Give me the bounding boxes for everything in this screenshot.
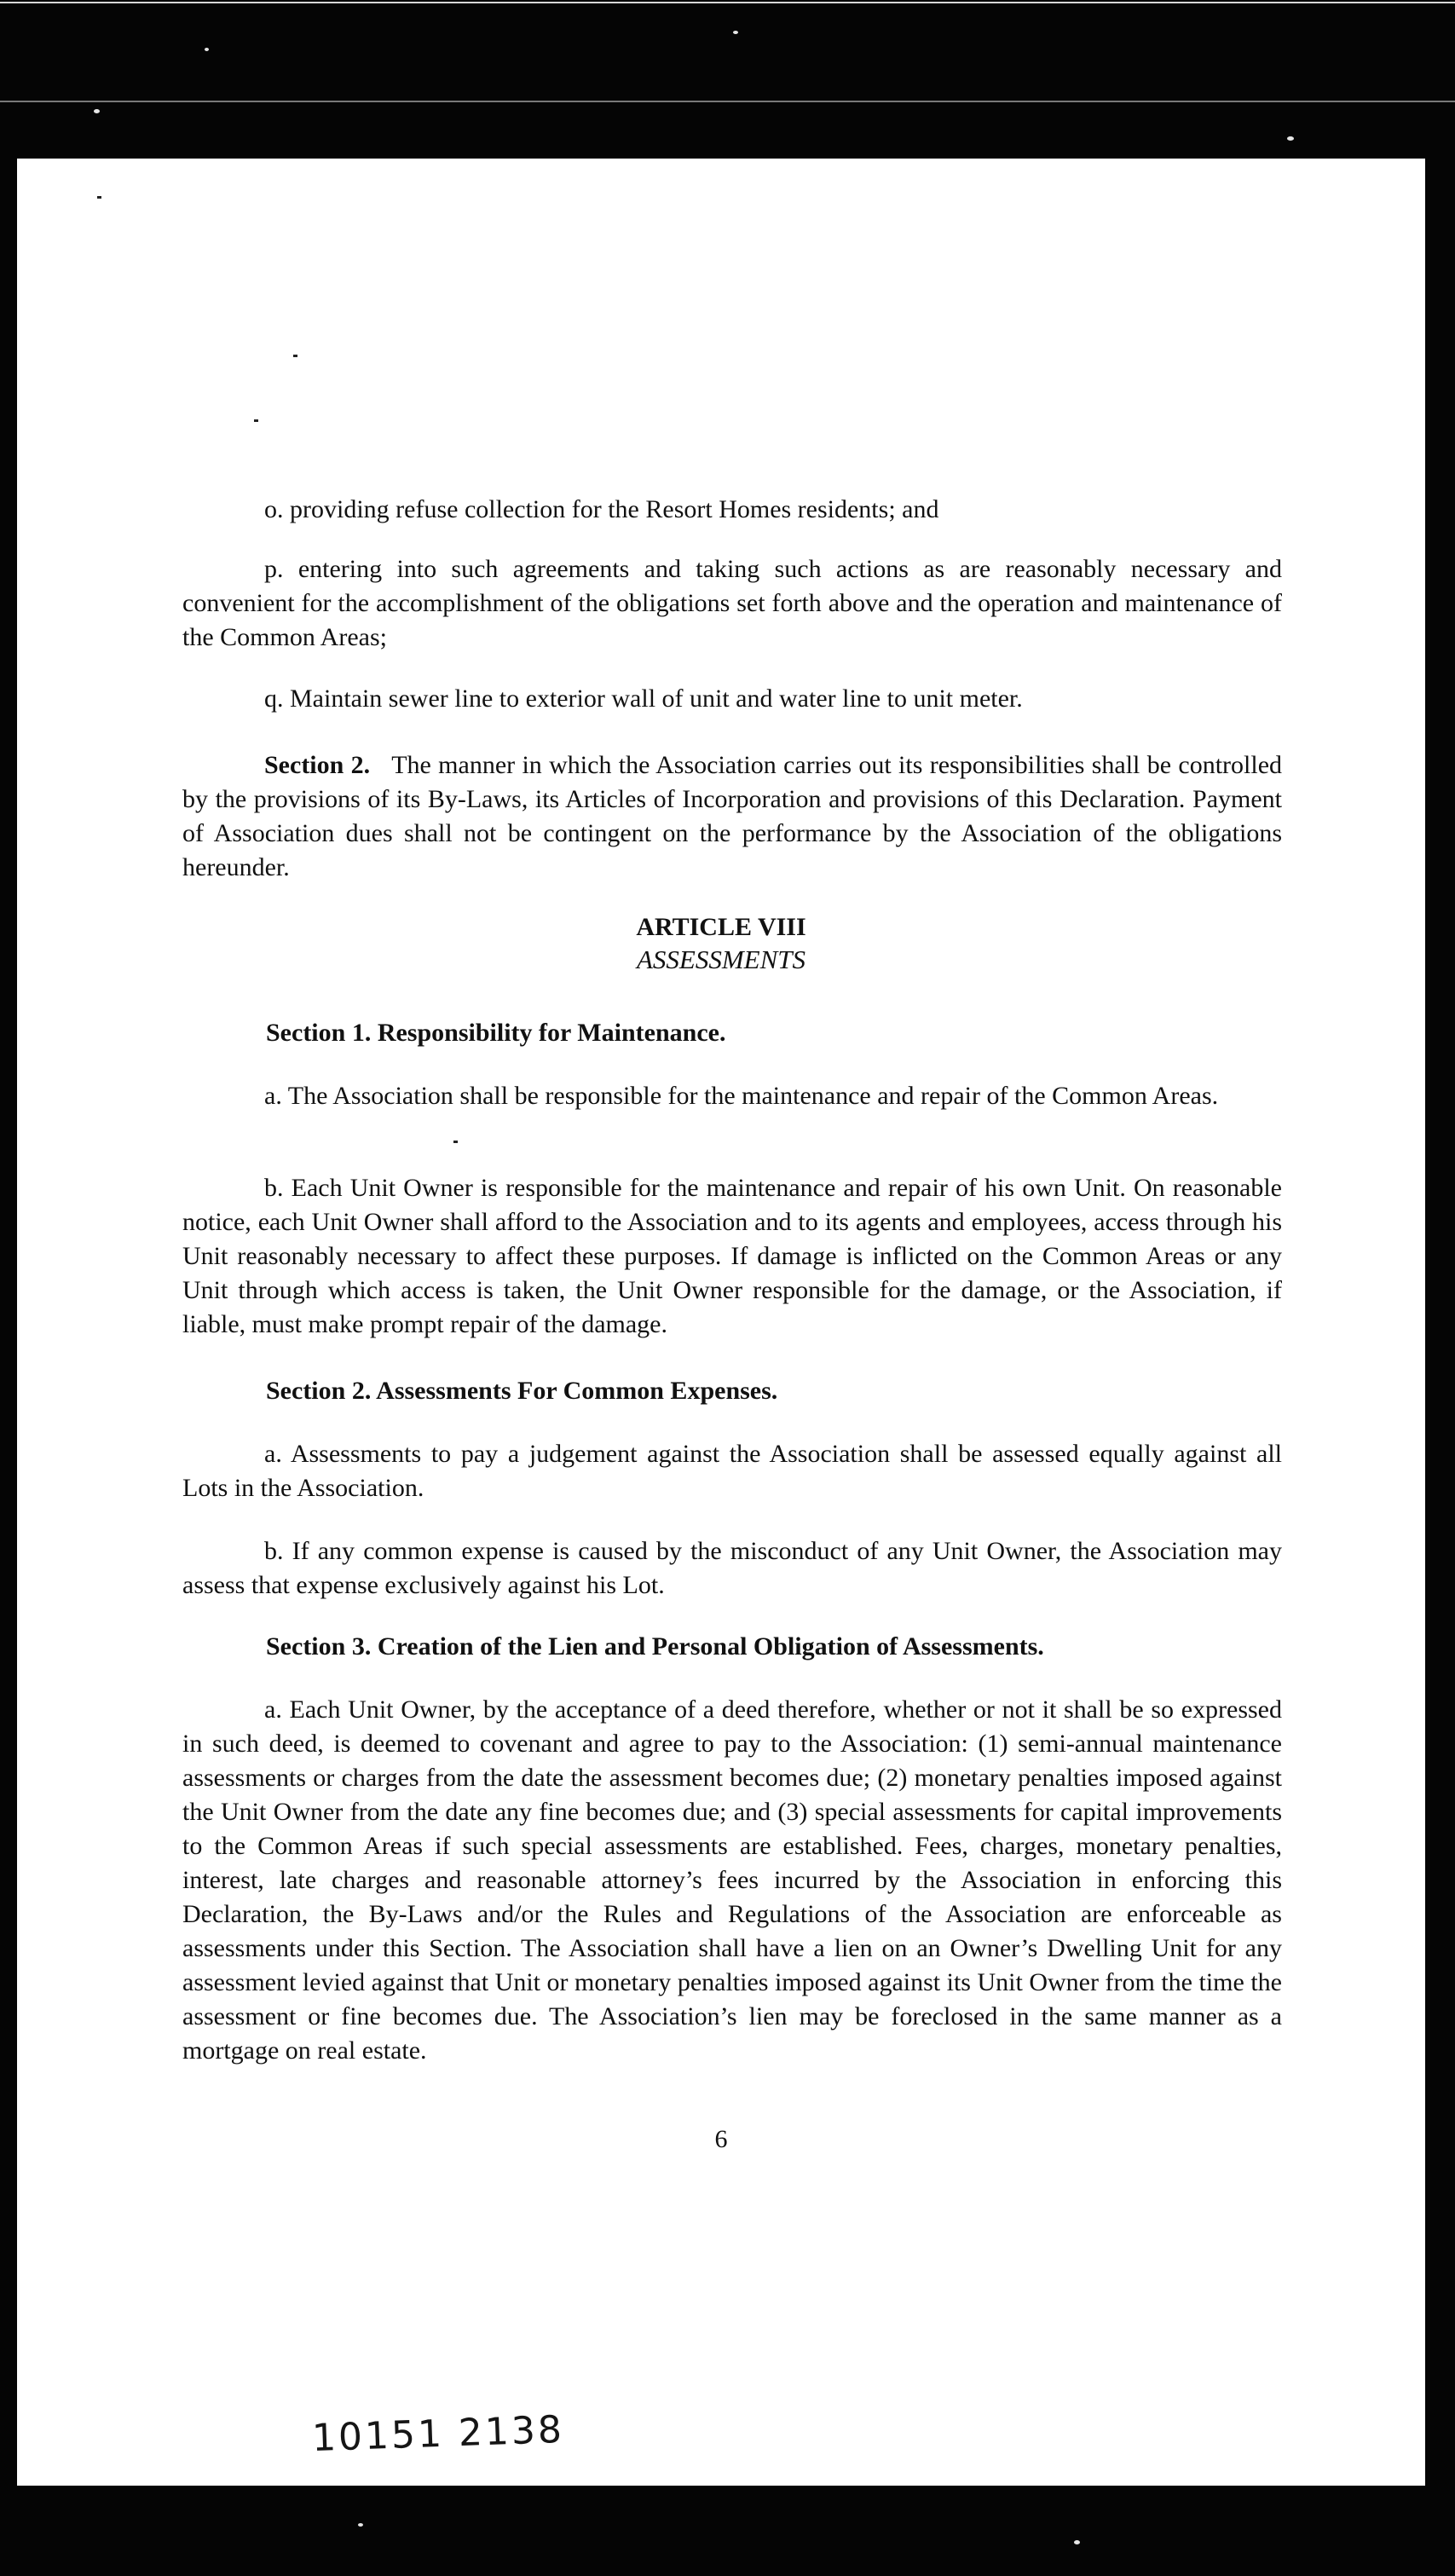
section-2-title: Section 2. Assessments For Common Expenses.: [266, 1377, 778, 1405]
section-2-paragraph: [182, 748, 1282, 885]
section-3-title: Section 3. Creation of the Lien and Personal Obligation of Assessments.: [266, 1632, 1044, 1661]
section-2-label: Section 2.: [264, 751, 371, 779]
scan-speck: [1287, 136, 1294, 141]
item-o: o. providing refuse collection for the Resort Homes residents; and: [264, 495, 939, 523]
item-q: q. Maintain sewer line to exterior wall of unit and water line to unit meter.: [264, 684, 1023, 713]
scan-mark: [254, 419, 258, 422]
section-1-title: Section 1. Responsibility for Maintenance.: [266, 1019, 726, 1047]
scan-speck: [1074, 2540, 1080, 2544]
scan-mark: [453, 1141, 458, 1143]
article-subheading: ASSESSMENTS: [636, 944, 806, 974]
scan-speck: [205, 48, 209, 51]
scan-speck: [94, 109, 100, 113]
section-1-b: b. Each Unit Owner is responsible for the maintenance and repair of his own Unit. On reasonable notice, each Unit Owner shall afford to the Association and to its agents and employees, access through his Unit reasonably necessary to affect these purposes. If damage is inflicted on the Common Areas or any Unit through which access is taken, the Unit Owner responsible for the damage, or the Association, if liable, must make prompt repair of the damage.: [182, 1174, 1282, 1338]
section-3-a: a. Each Unit Owner, by the acceptance of a deed therefore, whether or not it shall be so expressed in such deed, is deemed to covenant and agree to pay to the Association: (1) semi-annual maintenance assessments or charges from the date the assessment becomes due; (2) monetary penalties imposed against the Unit Owner from the date any fine becomes due; and (3) special assessments for capital improvements to the Common Areas if such special assessments are established. Fees, charges, monetary penalties, interest, late charges and reasonable attorney’s fees incurred by the Association in enforcing this Declaration, the By-Laws and/or the Rules and Regulations of the Association are enforceable as assessments under this Section. The Association shall have a lien on an Owner’s Dwelling Unit for any assessment levied against that Unit or monetary penalties imposed against its Unit Owner from the time the assessment or fine becomes due. The Association’s lien may be foreclosed in the same manner as a mortgage on real estate.: [182, 1695, 1282, 2065]
scan-mark: [97, 196, 101, 199]
scan-edge-line: [0, 2, 1455, 3]
scan-speck: [733, 31, 738, 34]
scan-speck: [358, 2523, 363, 2527]
item-p: p. entering into such agreements and taking such actions as are reasonably necessary and convenient for the accomplishment of the obligations set forth above and the operation and maintenance of the Common Areas;: [182, 555, 1282, 651]
document-page: [17, 159, 1425, 2486]
section-1-a: a. The Association shall be responsible for the maintenance and repair of the Common Areas.: [264, 1082, 1219, 1110]
section-2-a: a. Assessments to pay a judgement against the Association shall be assessed equally against all Lots in the Association.: [182, 1440, 1282, 1502]
page-number: 6: [714, 2125, 728, 2153]
scan-edge-line: [0, 101, 1455, 102]
recording-stamp: 10151 2138: [311, 2407, 565, 2461]
scan-mark: [293, 355, 297, 357]
article-heading: ARTICLE VIII: [636, 913, 806, 941]
section-2-b: b. If any common expense is caused by the misconduct of any Unit Owner, the Association may assess that expense exclusively against his Lot.: [182, 1537, 1282, 1599]
section-2-text: The manner in which the Association carries out its responsibilities shall be controlled by the provisions of its By-Laws, its Articles of Incorporation and provisions of this Declaration. Payment of Association dues shall not be contingent on the performance by the Association of the obligations hereunder.: [182, 751, 1283, 881]
